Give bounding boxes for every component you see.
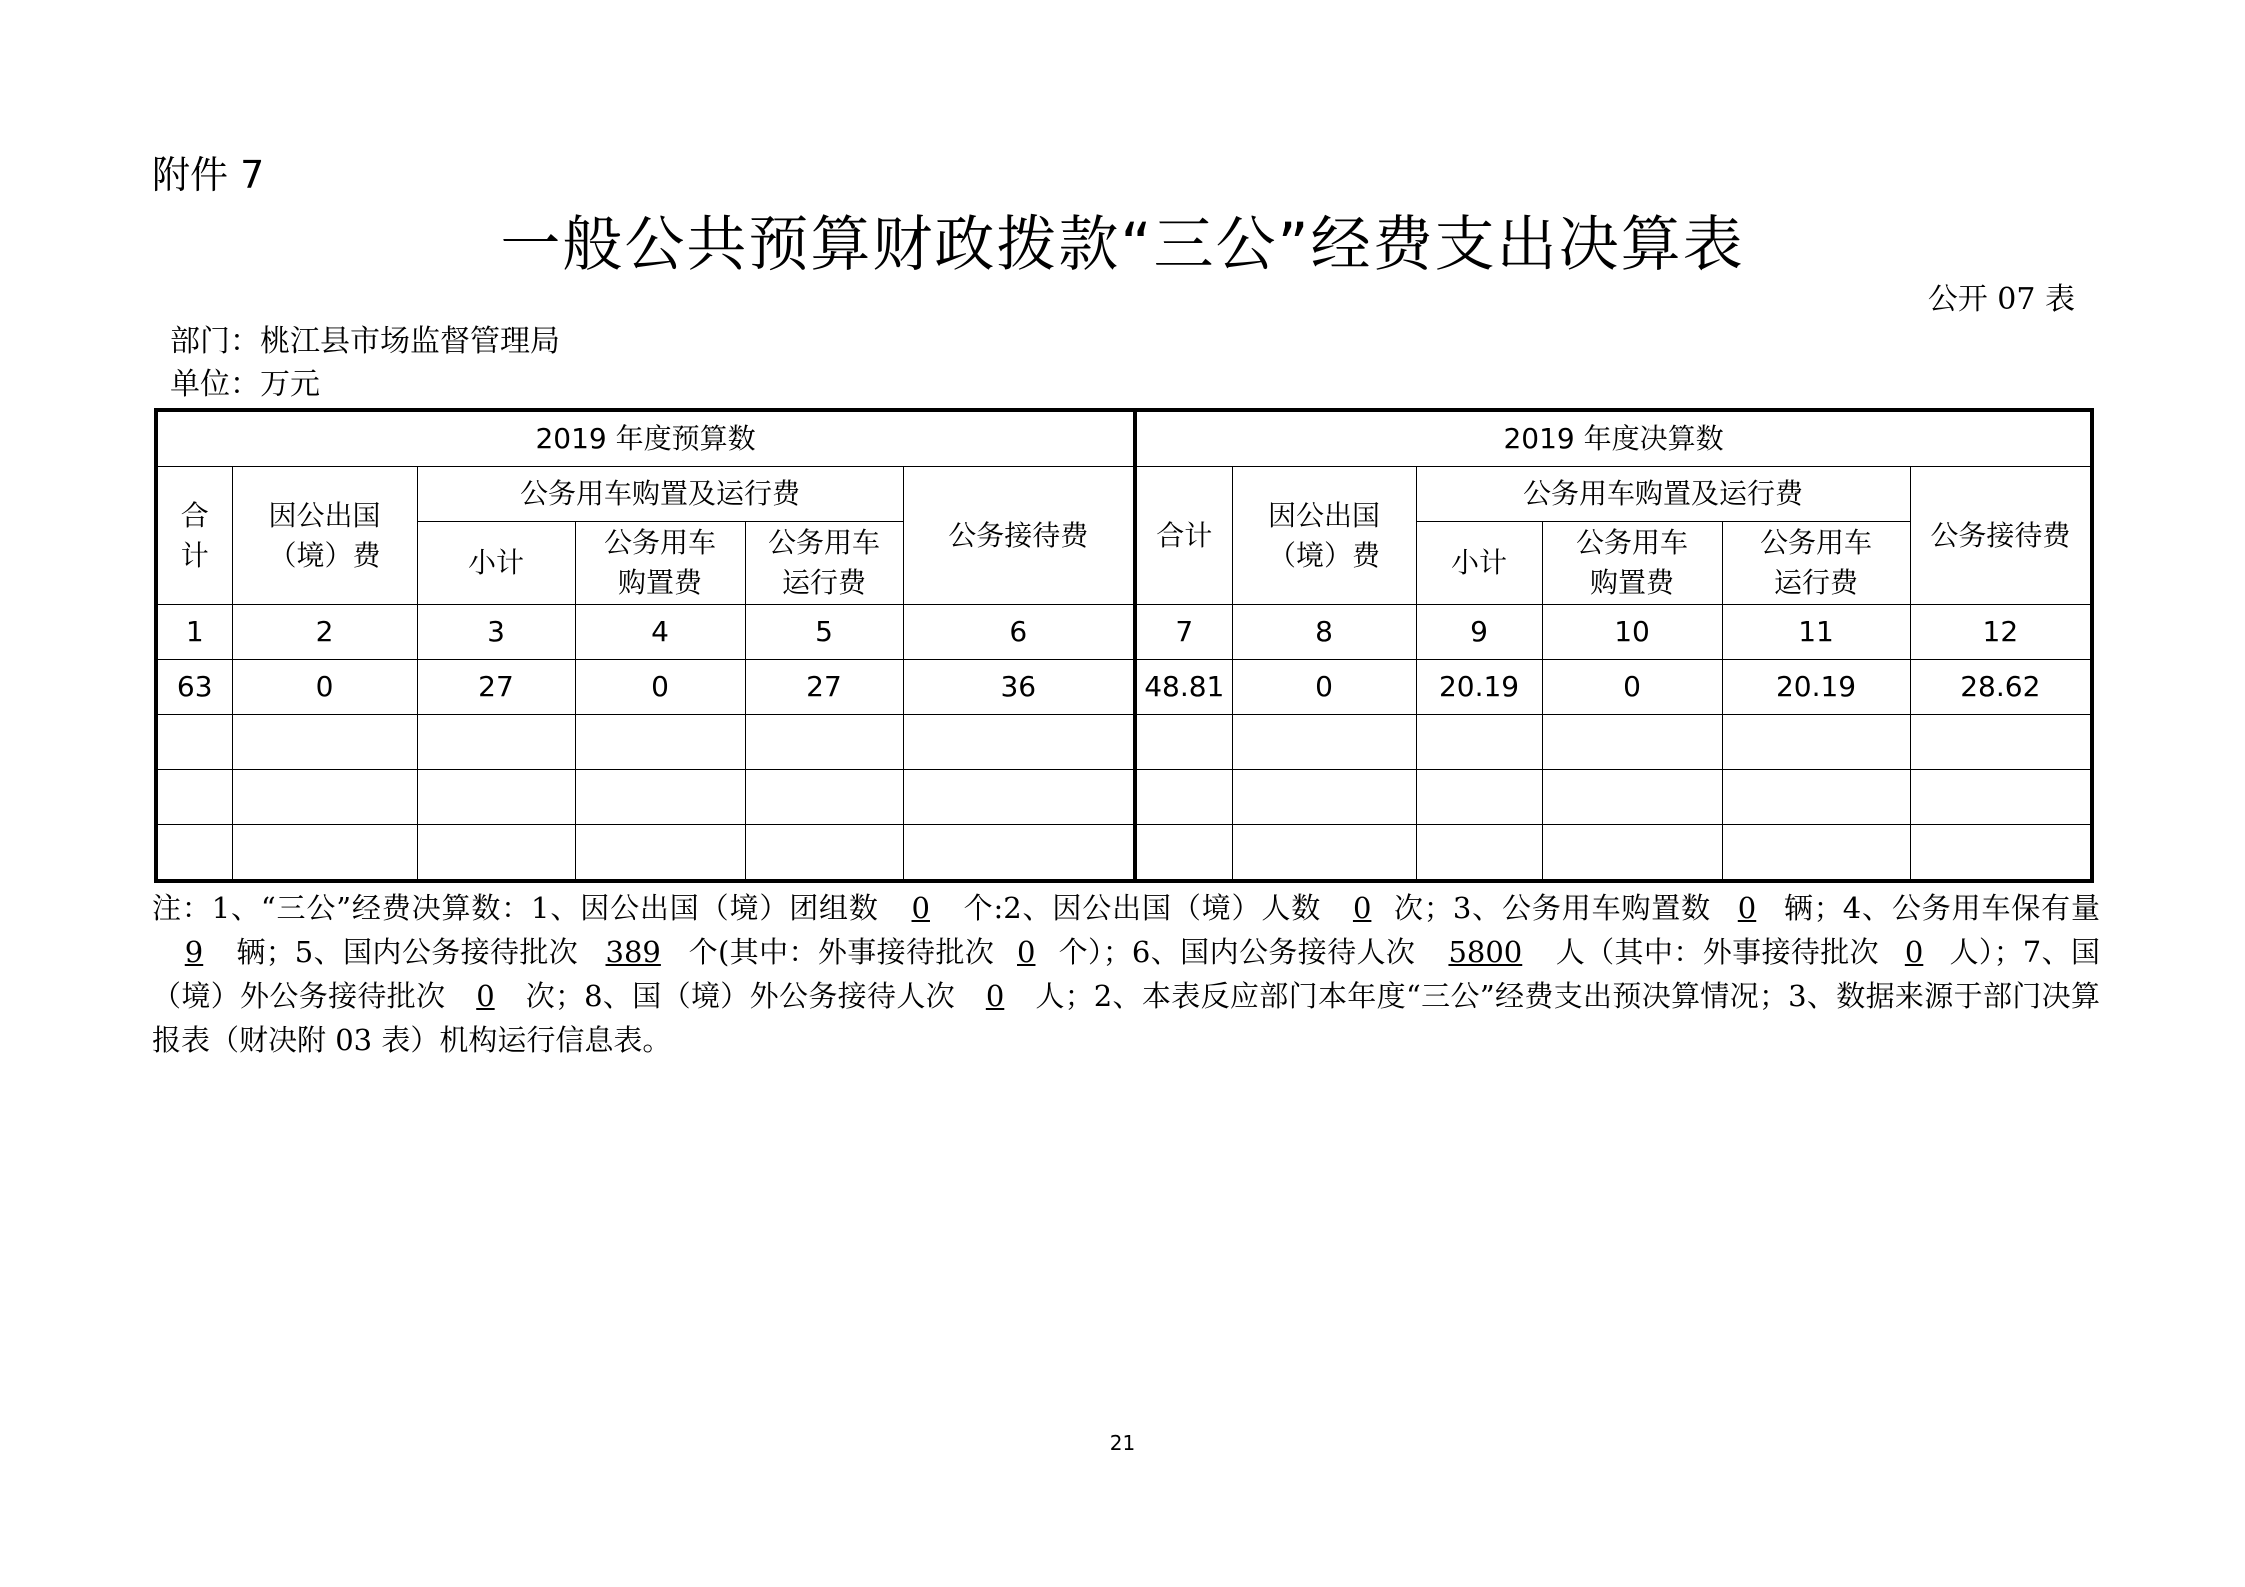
final-vehicle-purchase-header-line1: 公务用车 bbox=[1576, 526, 1689, 559]
group-header-row bbox=[156, 410, 2092, 467]
note-text: 辆；5、国内公务接待批次 bbox=[236, 935, 579, 969]
budget-total-header bbox=[156, 467, 232, 605]
note-text: 个(其中：外事接待批次 bbox=[688, 935, 995, 969]
final-abroad-header-line1: 因公出国 bbox=[1268, 498, 1381, 532]
final-abroad-header bbox=[1232, 467, 1416, 605]
department-line bbox=[170, 322, 560, 362]
budget-group-header: 2019 年度预算数 bbox=[156, 410, 1135, 467]
note-text: 人）；7、国（境）外公务接待批次 bbox=[152, 935, 2101, 1013]
empty-row bbox=[156, 825, 2092, 882]
note-text: 次；8、国（境）外公务接待人次 bbox=[525, 979, 956, 1013]
final-vehicle-operation-header-line2: 运行费 bbox=[1774, 566, 1859, 599]
budget-vehicle-purchase-header-line2: 购置费 bbox=[617, 566, 702, 599]
note-blank-value: 0 bbox=[911, 891, 930, 925]
column-index-row bbox=[156, 605, 2092, 660]
note-text: 个）；6、国内公务接待人次 bbox=[1058, 935, 1416, 969]
note-blank-value: 0 bbox=[985, 979, 1005, 1013]
index-cell: 12 bbox=[1910, 605, 2092, 660]
index-cell: 6 bbox=[903, 605, 1135, 660]
final-vehicle-subtotal-header: 小计 bbox=[1416, 522, 1542, 605]
note-blank-value: 0 bbox=[1737, 891, 1757, 925]
page-number: 21 bbox=[1109, 1431, 1136, 1455]
budget-vehicle-group-header: 公务用车购置及运行费 bbox=[417, 467, 903, 522]
budget-vehicle-purchase-header bbox=[575, 522, 745, 605]
column-header-row bbox=[156, 467, 2092, 522]
budget-abroad-header-line2: （境）费 bbox=[268, 538, 381, 572]
unit-line bbox=[170, 365, 320, 405]
budget-abroad-header-line1: 因公出国 bbox=[268, 498, 381, 532]
note-blank-value: 0 bbox=[1352, 891, 1372, 925]
form-number: 公开 07 表 bbox=[1927, 282, 2075, 317]
index-cell: 9 bbox=[1416, 605, 1542, 660]
budget-total-value: 63 bbox=[156, 660, 232, 715]
index-cell: 3 bbox=[417, 605, 575, 660]
unit-label: 单位： bbox=[170, 367, 260, 402]
index-cell: 2 bbox=[232, 605, 417, 660]
final-group-header: 2019 年度决算数 bbox=[1135, 410, 2092, 467]
index-cell: 5 bbox=[745, 605, 903, 660]
note-blank-value: 0 bbox=[1017, 935, 1036, 969]
budget-total-header-line1: 合 bbox=[180, 498, 209, 532]
budget-vehicle-operation-value: 27 bbox=[745, 660, 903, 715]
expense-table bbox=[154, 408, 2094, 883]
attachment-label: 附件 7 bbox=[152, 153, 265, 197]
budget-reception-value: 36 bbox=[903, 660, 1135, 715]
budget-vehicle-operation-header bbox=[745, 522, 903, 605]
note-text: 辆；4、公务用车保有量 bbox=[1783, 891, 2101, 925]
budget-vehicle-subtotal-header: 小计 bbox=[417, 522, 575, 605]
final-vehicle-purchase-header-line2: 购置费 bbox=[1590, 566, 1675, 599]
final-abroad-value: 0 bbox=[1232, 660, 1416, 715]
index-cell: 10 bbox=[1542, 605, 1722, 660]
unit-value: 万元 bbox=[260, 367, 320, 402]
index-cell: 7 bbox=[1135, 605, 1232, 660]
index-cell: 4 bbox=[575, 605, 745, 660]
note-text: 次；3、公务用车购置数 bbox=[1393, 891, 1712, 925]
note-blank-value: 389 bbox=[605, 935, 661, 969]
budget-total-header-line2: 计 bbox=[180, 538, 209, 572]
note-blank-value: 9 bbox=[184, 935, 204, 969]
budget-reception-header: 公务接待费 bbox=[903, 467, 1135, 605]
index-cell: 8 bbox=[1232, 605, 1416, 660]
final-abroad-header-line2: （境）费 bbox=[1268, 538, 1381, 572]
note-blank-value: 0 bbox=[476, 979, 495, 1013]
budget-vehicle-subtotal-value: 27 bbox=[417, 660, 575, 715]
final-vehicle-operation-value: 20.19 bbox=[1722, 660, 1910, 715]
final-vehicle-operation-header-line1: 公务用车 bbox=[1760, 526, 1873, 559]
data-row bbox=[156, 660, 2092, 715]
empty-row bbox=[156, 715, 2092, 770]
budget-vehicle-operation-header-line1: 公务用车 bbox=[767, 526, 880, 559]
final-vehicle-purchase-value: 0 bbox=[1542, 660, 1722, 715]
index-cell: 11 bbox=[1722, 605, 1910, 660]
notes-paragraph bbox=[152, 886, 2100, 1062]
final-total-value: 48.81 bbox=[1135, 660, 1232, 715]
budget-abroad-header bbox=[232, 467, 417, 605]
note-blank-value: 5800 bbox=[1448, 935, 1523, 969]
note-text: 人；2、本表反应部门本年度“三公”经费支出预决算情况；3、数据来源于部门决算报表（财决附 03 表）机构运行信息表。 bbox=[152, 979, 2100, 1057]
note-text: 个:2、因公出国（境）人数 bbox=[962, 891, 1332, 925]
final-reception-header: 公务接待费 bbox=[1910, 467, 2092, 605]
budget-vehicle-purchase-value: 0 bbox=[575, 660, 745, 715]
final-vehicle-subtotal-value: 20.19 bbox=[1416, 660, 1542, 715]
index-cell: 1 bbox=[156, 605, 232, 660]
budget-abroad-value: 0 bbox=[232, 660, 417, 715]
final-total-header: 合计 bbox=[1135, 467, 1232, 605]
final-reception-value: 28.62 bbox=[1910, 660, 2092, 715]
department-label: 部门： bbox=[170, 324, 260, 359]
budget-vehicle-purchase-header-line1: 公务用车 bbox=[603, 526, 716, 559]
final-vehicle-group-header: 公务用车购置及运行费 bbox=[1416, 467, 1910, 522]
page-title: 一般公共预算财政拨款“三公”经费支出决算表 bbox=[500, 210, 1745, 280]
note-blank-value: 0 bbox=[1904, 935, 1924, 969]
empty-row bbox=[156, 770, 2092, 825]
final-vehicle-operation-header bbox=[1722, 522, 1910, 605]
note-text: 注：1、“三公”经费决算数：1、因公出国（境）团组数 bbox=[152, 891, 879, 925]
note-text: 人（其中：外事接待批次 bbox=[1555, 935, 1880, 969]
final-vehicle-purchase-header bbox=[1542, 522, 1722, 605]
department-value: 桃江县市场监督管理局 bbox=[260, 324, 560, 359]
budget-vehicle-operation-header-line2: 运行费 bbox=[781, 566, 866, 599]
